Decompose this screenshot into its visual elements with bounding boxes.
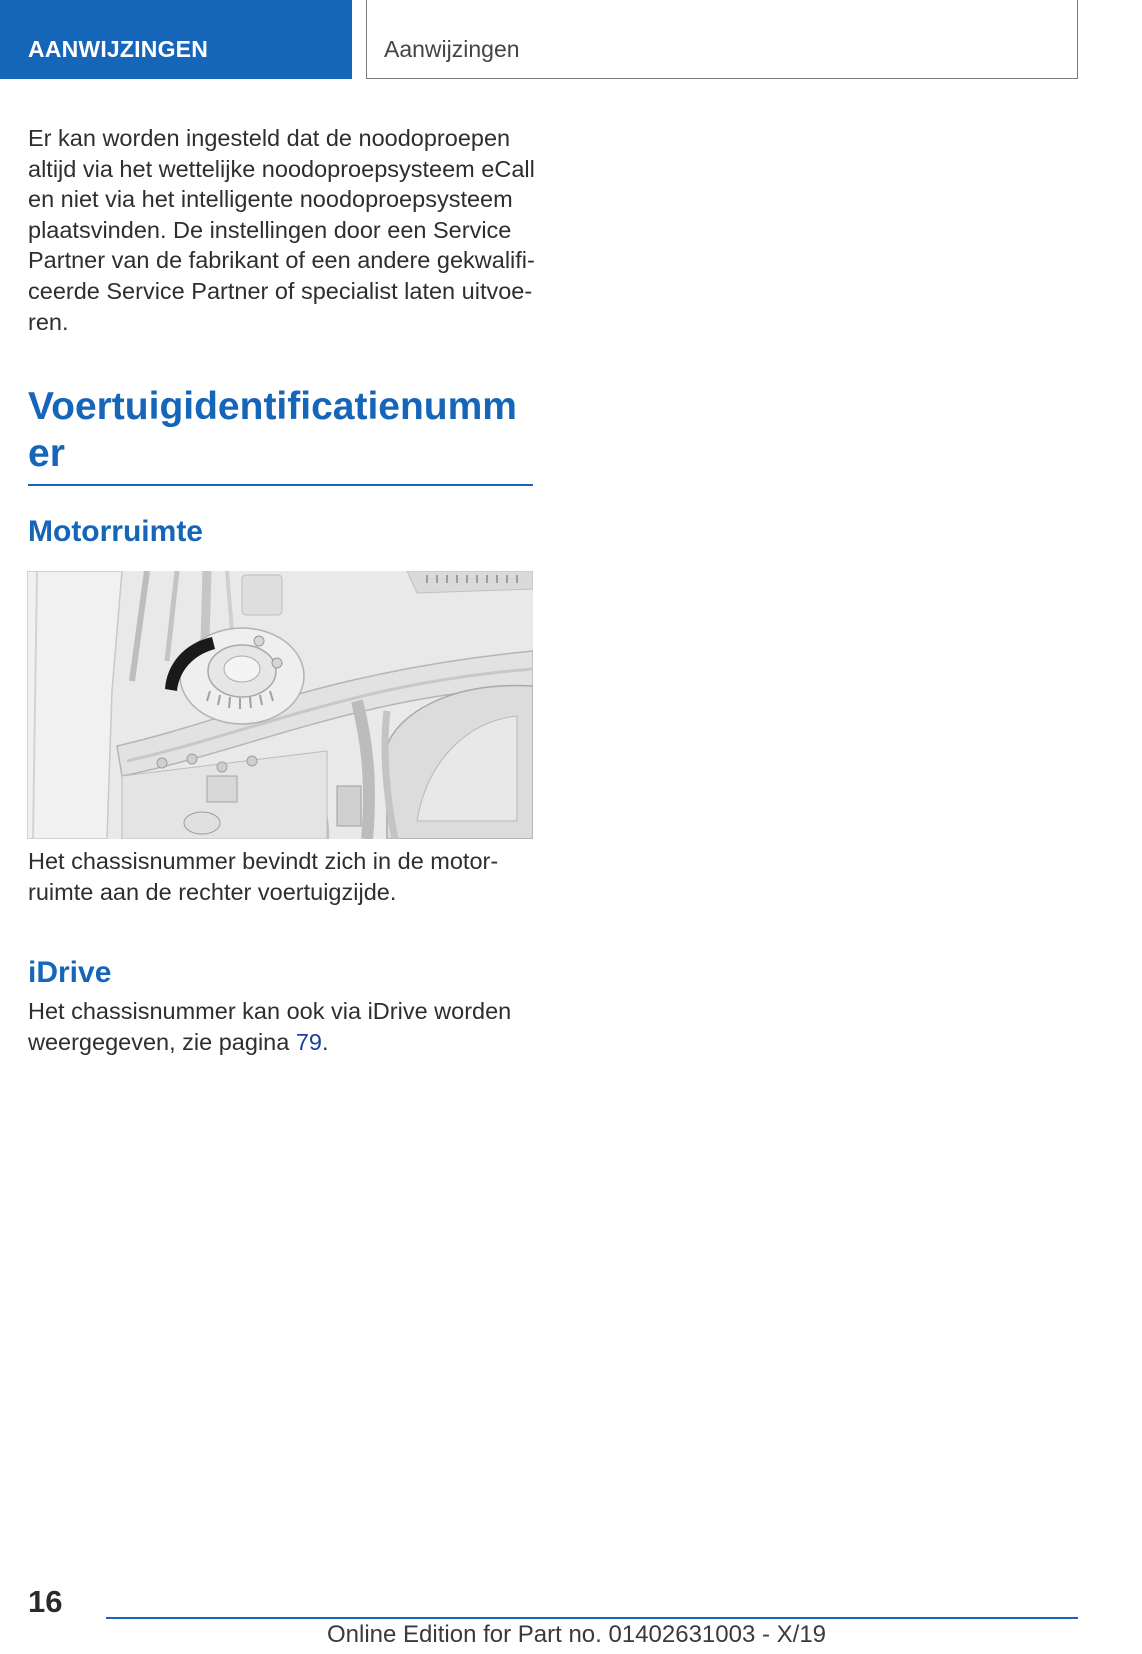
text-line: Het chassisnummer kan ook via iDrive worden [28, 998, 512, 1024]
intro-paragraph [28, 123, 548, 337]
text-line [28, 1027, 548, 1058]
vin-heading [28, 383, 538, 477]
text-line: en niet via het intelligente noodoproepsysteem [28, 186, 513, 213]
footer-edition: Online Edition for Part no. 01402631003 - X/19 [327, 1621, 827, 1648]
heading-line: er [28, 432, 65, 475]
engine-compartment-heading: Motorruimte [28, 515, 203, 548]
text-line: Er kan worden ingesteld dat de noodoproepen [28, 125, 511, 151]
engine-compartment-illustration [27, 571, 533, 839]
chapter-title: Aanwijzingen [366, 0, 1078, 79]
heading-rule [28, 484, 533, 486]
text-line: ren. [28, 308, 69, 335]
footer-rule [106, 1617, 1078, 1619]
page-link[interactable]: 79 [295, 1028, 322, 1055]
text-line: ruimte aan de rechter voertuigzijde. [28, 878, 397, 905]
text-line: plaatsvinden. De instellingen door een Service [28, 216, 512, 243]
engine-caption [28, 846, 548, 907]
text-line: altijd via het wettelijke noodoproepsysteem eCall [28, 155, 535, 182]
text-line: Het chassisnummer bevindt zich in de motor- [28, 848, 499, 874]
heading-line: Voertuigidentificatienumm [28, 385, 517, 428]
idrive-paragraph [28, 996, 548, 1057]
text-line: Partner van de fabrikant of een andere gekwalifi- [28, 247, 535, 274]
section-tab: AANWIJZINGEN [0, 0, 352, 79]
text-segment: weergegeven, zie pagina [28, 1028, 296, 1055]
text-segment: . [321, 1028, 329, 1055]
idrive-heading: iDrive [28, 956, 112, 989]
text-line: ceerde Service Partner of specialist laten uitvoe- [28, 277, 533, 304]
page-number: 16 [28, 1584, 63, 1619]
